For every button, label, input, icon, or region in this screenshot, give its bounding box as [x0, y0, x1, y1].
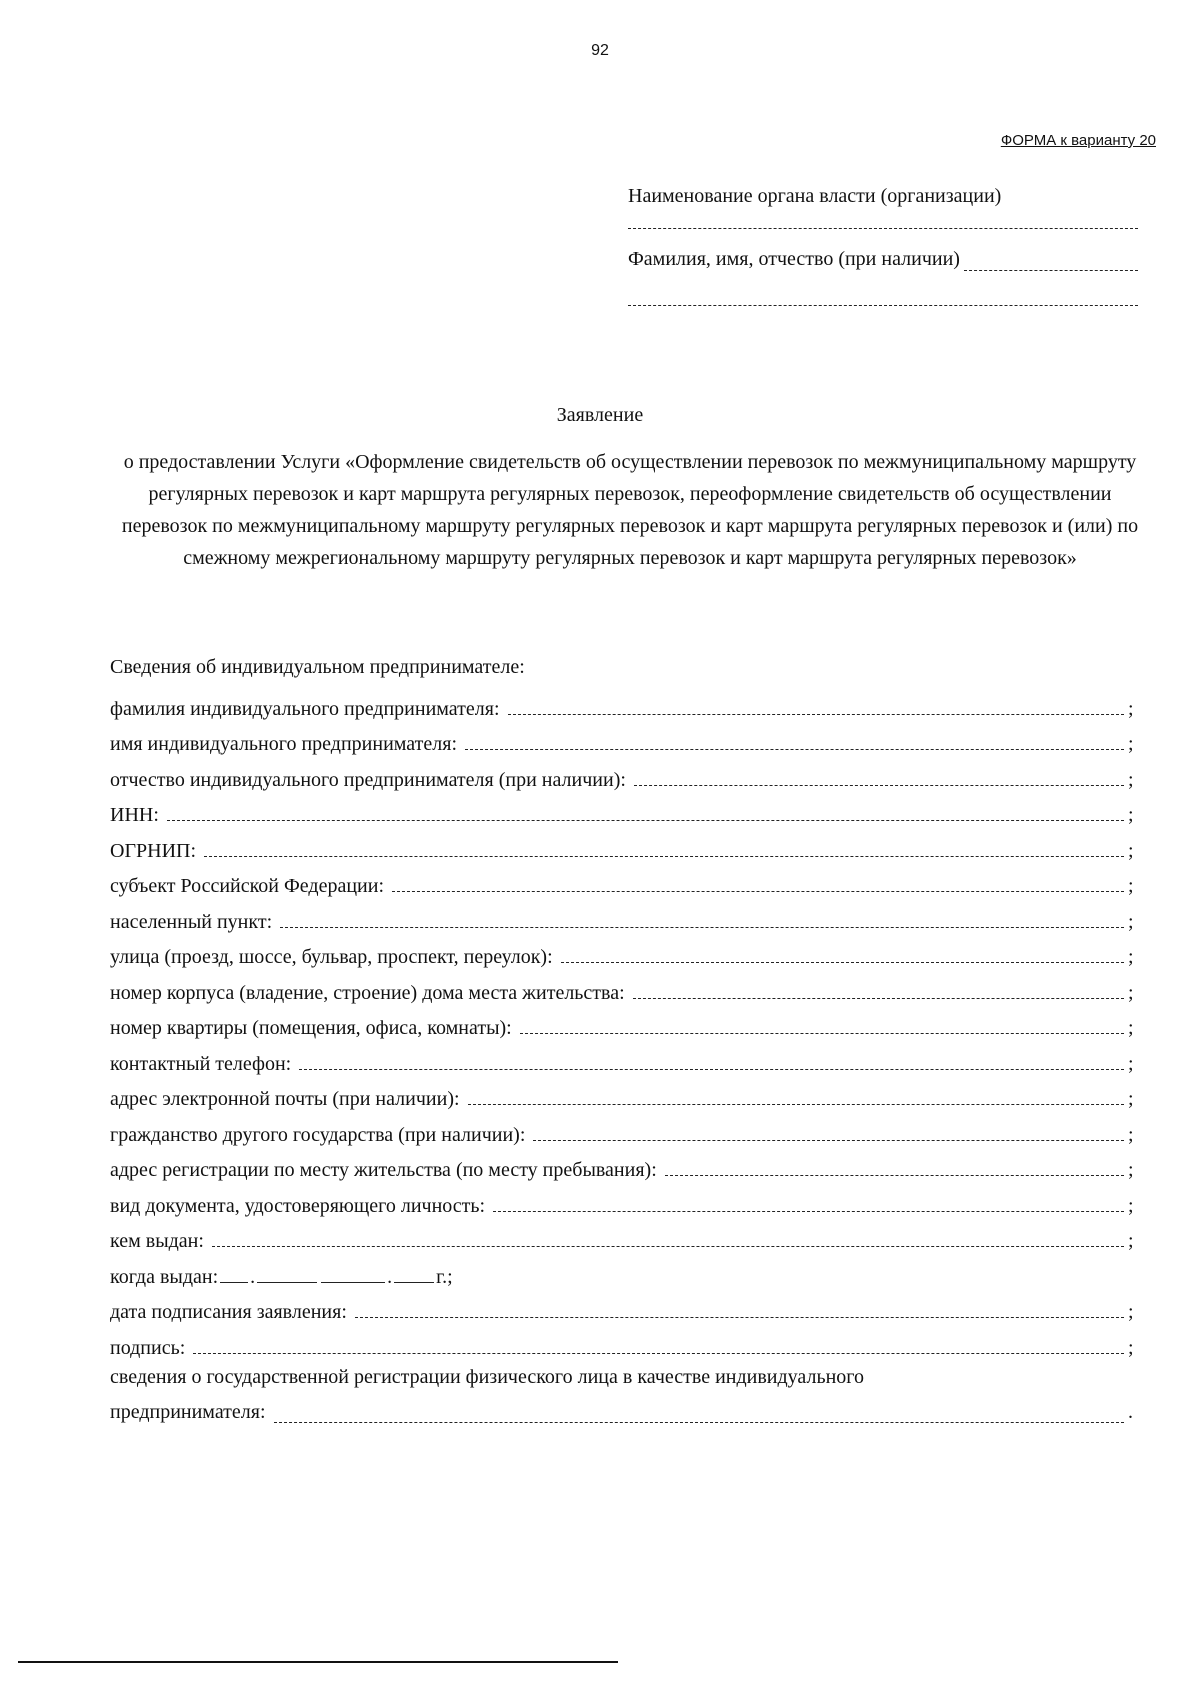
line-terminator: ; [1128, 1052, 1134, 1075]
line-terminator: ; [1128, 1017, 1134, 1039]
field-label: подпись: [110, 1336, 186, 1359]
registration-input-line[interactable] [274, 1421, 1124, 1423]
form-reference: ФОРМА к варианту 20 [1000, 132, 1156, 149]
line-terminator: ; [1128, 1088, 1134, 1110]
field-input-line[interactable] [465, 748, 1124, 750]
form-field [110, 792, 1140, 828]
line-terminator: ; [1128, 910, 1134, 933]
field-input-line[interactable] [299, 1068, 1124, 1070]
field-label: кем выдан: [110, 1230, 204, 1252]
page-number: 92 [591, 42, 609, 59]
field-input-line[interactable] [634, 784, 1124, 786]
line-terminator: . [1128, 1401, 1133, 1423]
issued-date-field: когда выдан: . . г.; [110, 1265, 453, 1288]
field-input-line[interactable] [355, 1316, 1124, 1318]
applicant-name-label: Фамилия, имя, отчество (при наличии) [628, 248, 960, 270]
field-label: ИНН: [110, 804, 159, 826]
line-terminator: ; [1128, 804, 1134, 826]
field-input-line[interactable] [633, 997, 1124, 999]
field-input-line[interactable] [533, 1139, 1124, 1141]
field-input-line[interactable] [520, 1032, 1124, 1034]
field-input-line[interactable] [392, 890, 1124, 892]
form-field [110, 1147, 1140, 1183]
field-label: субъект Российской Федерации: [110, 875, 385, 897]
line-terminator: ; [1128, 1123, 1134, 1146]
applicant-name-input-line[interactable] [964, 252, 1138, 271]
authority-label: Наименование органа власти (организации) [628, 185, 1002, 207]
field-input-line[interactable] [204, 855, 1124, 857]
applicant-fields [110, 656, 1140, 1429]
field-label: имя индивидуального предпринимателя: [110, 733, 458, 755]
field-label: гражданство другого государства (при наличии): [110, 1123, 526, 1146]
line-terminator: ; [1128, 1301, 1134, 1323]
field-input-line[interactable] [212, 1245, 1124, 1247]
line-terminator: ; [1128, 839, 1134, 862]
line-terminator: ; [1128, 981, 1134, 1004]
field-list-after [110, 1289, 1140, 1360]
form-field [110, 934, 1140, 970]
form-field [110, 1005, 1140, 1041]
form-field [110, 721, 1140, 757]
section-heading: Сведения об индивидуальном предпринимателе: [110, 656, 525, 678]
field-label: вид документа, удостоверяющего личность: [110, 1194, 486, 1217]
month-input-2[interactable] [321, 1281, 385, 1283]
form-field [110, 1182, 1140, 1218]
authority-input-line[interactable] [628, 208, 1138, 229]
registration-field [110, 1360, 1140, 1430]
addressee-block [628, 184, 1138, 324]
form-field [110, 1324, 1140, 1360]
line-terminator: ; [1128, 733, 1134, 755]
line-terminator: ; [1128, 697, 1134, 720]
registration-label-line1: сведения о государственной регистрации физического лица в качестве индивидуального [110, 1365, 864, 1388]
form-field [110, 969, 1140, 1005]
year-suffix: г.; [436, 1265, 453, 1288]
line-terminator: ; [1128, 1336, 1134, 1359]
field-input-line[interactable] [508, 713, 1124, 715]
field-list [110, 685, 1140, 1253]
field-label: ОГРНИП: [110, 839, 197, 862]
field-input-line[interactable] [561, 961, 1124, 963]
line-terminator: ; [1128, 1194, 1134, 1217]
field-input-line[interactable] [493, 1210, 1124, 1212]
form-field [110, 1289, 1140, 1325]
field-label: номер квартиры (помещения, офиса, комнаты): [110, 1017, 512, 1039]
line-terminator: ; [1128, 1230, 1134, 1252]
line-terminator: ; [1128, 1159, 1134, 1181]
applicant-name-input-line-2[interactable] [628, 285, 1138, 306]
field-label: адрес электронной почты (при наличии): [110, 1088, 460, 1110]
form-field [110, 685, 1140, 721]
field-label: номер корпуса (владение, строение) дома места жительства: [110, 981, 625, 1004]
field-label: отчество индивидуального предпринимателя (при наличии): [110, 768, 626, 791]
form-field [110, 898, 1140, 934]
field-label: контактный телефон: [110, 1052, 292, 1075]
field-label: населенный пункт: [110, 910, 273, 933]
line-terminator: ; [1128, 768, 1134, 791]
form-field [110, 1111, 1140, 1147]
form-field [110, 863, 1140, 899]
field-label: дата подписания заявления: [110, 1301, 347, 1323]
document-title: Заявление [556, 404, 644, 426]
field-label: адрес регистрации по месту жительства (по месту пребывания): [110, 1159, 657, 1181]
month-input[interactable] [257, 1281, 317, 1283]
field-label: когда выдан: [110, 1265, 219, 1288]
form-field [110, 1040, 1140, 1076]
line-terminator: ; [1128, 875, 1134, 897]
field-input-line[interactable] [665, 1174, 1124, 1176]
field-input-line[interactable] [468, 1103, 1124, 1105]
line-terminator: ; [1128, 946, 1134, 968]
field-label: улица (проезд, шоссе, бульвар, проспект, переулок): [110, 946, 553, 968]
form-field [110, 1218, 1140, 1254]
registration-label-line2: предпринимателя: [110, 1401, 266, 1423]
field-input-line[interactable] [193, 1352, 1124, 1354]
form-field [110, 827, 1140, 863]
field-label: фамилия индивидуального предпринимателя: [110, 697, 500, 720]
form-field [110, 756, 1140, 792]
footnote-rule [18, 1661, 618, 1663]
field-input-line[interactable] [167, 819, 1124, 821]
form-field [110, 1076, 1140, 1112]
document-subtitle: о предоставлении Услуги «Оформление свидетельств об осуществлении перевозок по межмуниципальному маршруту регулярных перевозок и карт маршрута регулярных перевозок, переоформление свидетельств об осуществлении перевозок по межмуниципальному маршруту регулярных перевозок и карт маршрута регулярных перевозок и (или) по смежному межрегиональному маршруту регулярных перевозок и карт маршрута регулярных перевозок» [121, 451, 1139, 569]
day-input[interactable] [220, 1281, 248, 1283]
field-input-line[interactable] [280, 926, 1124, 928]
year-input[interactable] [394, 1281, 434, 1283]
